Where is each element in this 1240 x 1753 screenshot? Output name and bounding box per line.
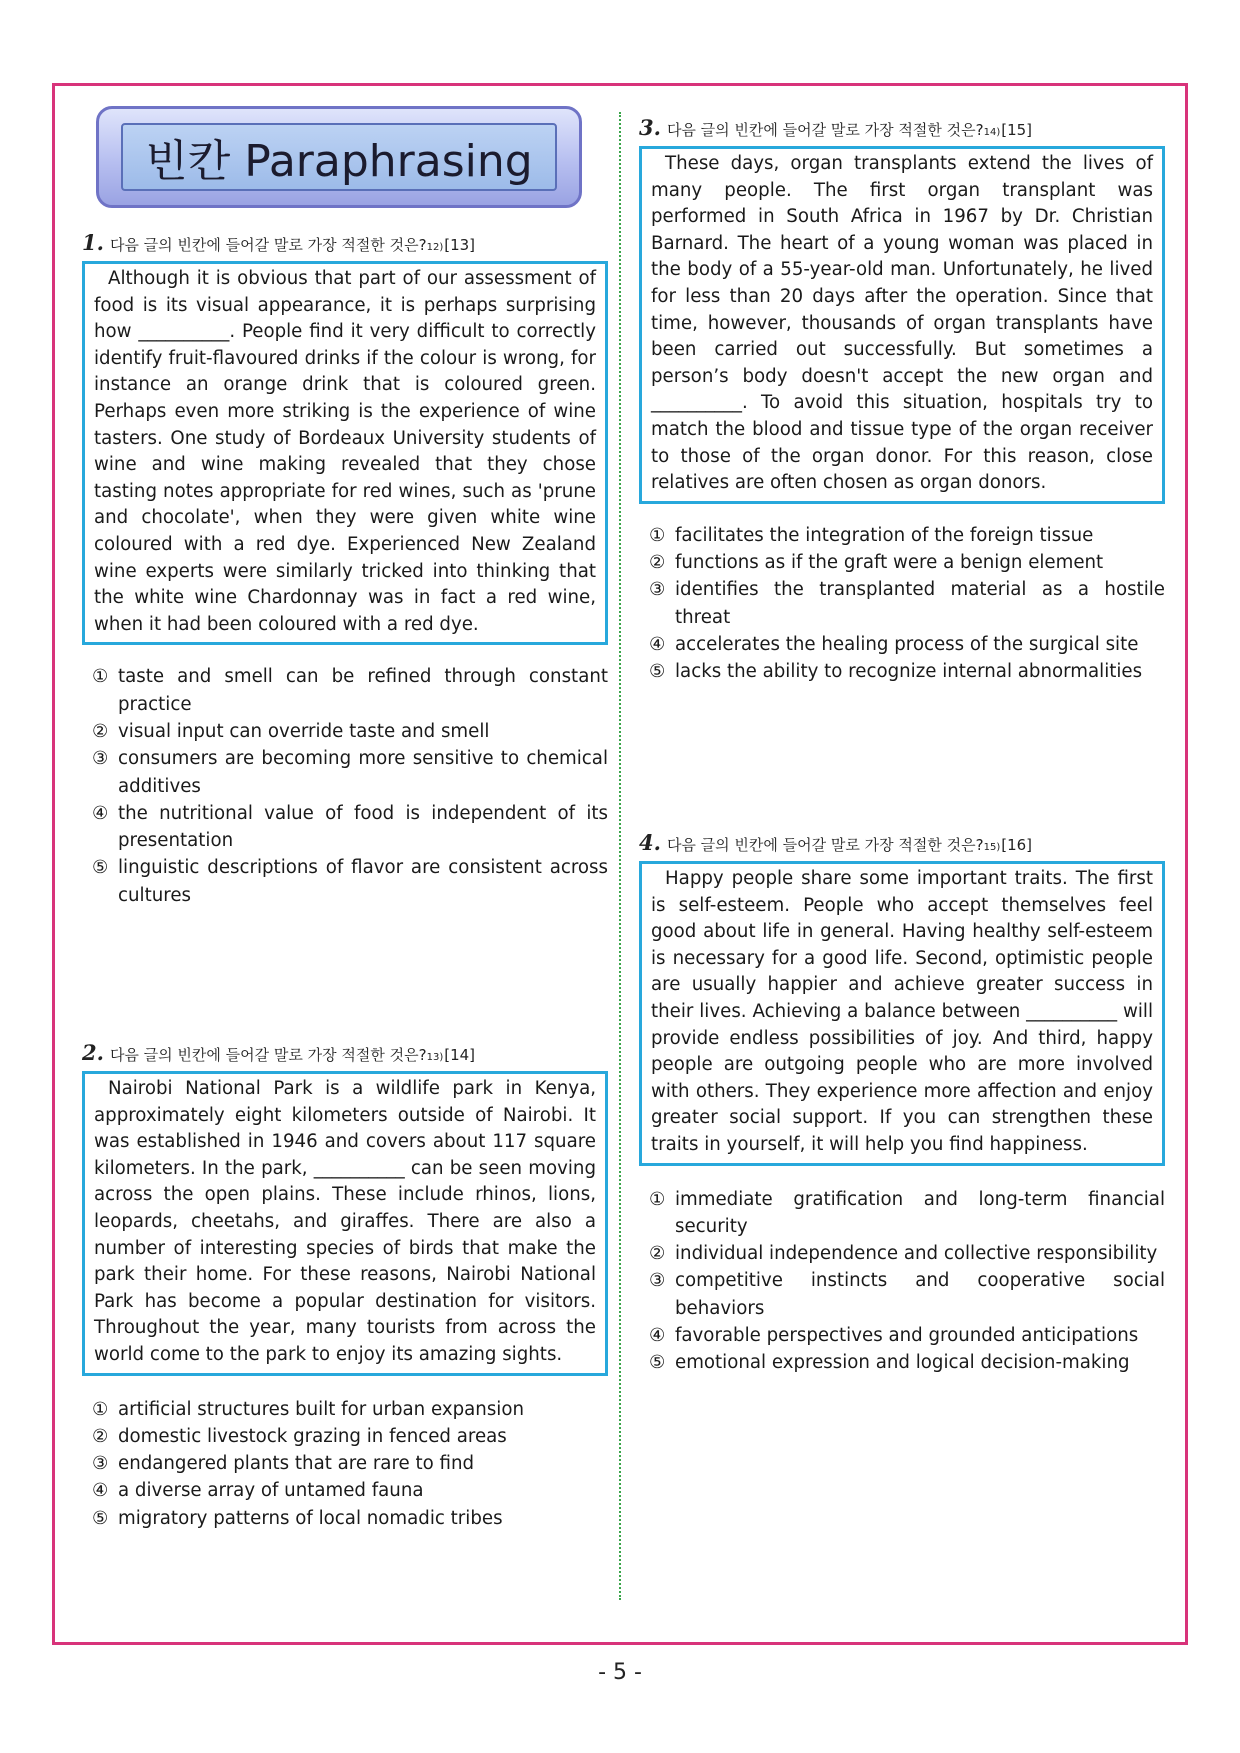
option-text: favorable perspectives and grounded anticipations [675,1325,1139,1347]
answer-options [639,522,1165,686]
option-mark: ⑤ [92,857,109,879]
option-mark: ② [92,1425,109,1447]
answer-option[interactable] [649,1349,1165,1376]
option-mark: ① [92,666,109,688]
question-prompt: 다음 글의 빈칸에 들어갈 말로 가장 적절한 것은? [109,1046,427,1064]
question-2 [82,1040,608,1532]
question-header [639,115,1165,140]
option-text: visual input can override taste and smell [118,720,490,742]
option-text: the nutritional value of food is independent of its presentation [118,802,608,852]
option-mark: ④ [649,1325,666,1347]
passage-box: Happy people share some important traits. The first is self-esteem. People who accept themselves feel good about life in general. Having healthy self-esteem is necessary for a good life. Second, optimistic people are usually happier and achieve greater success in their lives. Achieving a balance between __________ will provide endless possibilities of joy. And third, happy people are outgoing people who are more involved with others. They experience more affection and enjoy greater social support. If you can strengthen these traits in yourself, it will help you find happiness. [639,861,1165,1166]
option-text: lacks the ability to recognize internal abnormalities [675,661,1143,683]
title-banner [96,106,582,208]
option-mark: ④ [92,1480,109,1502]
option-text: functions as if the graft were a benign element [675,552,1104,574]
question-footnote: 13) [426,1052,444,1063]
passage-box: These days, organ transplants extend the lives of many people. The first organ transplant was performed in South Africa in 1967 by Dr. Christian Barnard. The heart of a young woman was placed in the body of a 55-year-old man. Unfortunately, he lived for less than 20 days after the operation. Since that time, however, thousands of organ transplants have been carried out successfully. But sometimes a person’s body doesn't accept the new organ and __________. To avoid this situation, hospitals try to match the blood and tissue type of the organ receiver to those of the organ donor. For this reason, close relatives are often chosen as organ donors. [639,146,1165,504]
answer-option[interactable] [649,576,1165,631]
title-banner-inner [121,123,557,191]
answer-option[interactable] [92,1450,608,1477]
option-text: immediate gratification and long-term financial security [675,1188,1165,1237]
question-ref: [14] [444,1046,476,1064]
answer-option[interactable] [92,800,608,855]
option-mark: ② [649,1243,666,1265]
option-mark: ⑤ [649,1352,666,1374]
option-mark: ⑤ [92,1507,109,1529]
question-number: 2. [82,1040,104,1065]
answer-option[interactable] [649,658,1165,685]
page-number: - 5 - [598,1660,642,1685]
option-text: emotional expression and logical decision-making [675,1352,1130,1374]
passage-box: Although it is obvious that part of our assessment of food is its visual appearance, it is perhaps surprising how __________. People find it very difficult to correctly identify fruit-flavoured drinks if the colour is wrong, for instance an orange drink that is coloured green. Perhaps even more striking is the experience of wine tasters. One study of Bordeaux University students of wine and wine making revealed that they chose tasting notes appropriate for red wines, such as 'prune and chocolate', when they were given white wine coloured with a red dye. Experienced New Zealand wine experts were similarly tricked into thinking that the white wine Chardonnay was in fact a red wine, when it had been coloured with a red dye. [82,261,608,645]
question-number: 1. [82,230,104,255]
question-footnote: 14) [983,127,1001,138]
question-ref: [13] [444,236,476,254]
option-mark: ④ [649,633,666,655]
option-mark: ③ [92,748,109,770]
question-1 [82,230,608,909]
question-prompt: 다음 글의 빈칸에 들어갈 말로 가장 적절한 것은? [666,836,984,854]
right-column [639,115,1165,1374]
question-header [82,1040,608,1065]
page-title: 빈칸 Paraphrasing [145,136,533,187]
option-text: identifies the transplanted material as a hostile threat [675,579,1165,628]
option-mark: ③ [649,1270,666,1292]
option-mark: ③ [92,1453,109,1475]
question-number: 4. [639,830,661,855]
option-text: taste and smell can be refined through constant practice [118,666,608,715]
option-mark: ② [649,552,666,574]
answer-option[interactable] [92,1423,608,1450]
question-footnote: 15) [983,842,1001,853]
answer-option[interactable] [649,549,1165,576]
question-4 [639,830,1165,1377]
answer-option[interactable] [649,522,1165,549]
question-prompt: 다음 글의 빈칸에 들어갈 말로 가장 적절한 것은? [109,236,427,254]
answer-option[interactable] [649,1267,1165,1322]
left-column [82,106,608,1529]
option-text: domestic livestock grazing in fenced areas [118,1425,507,1447]
answer-option[interactable] [92,1505,608,1532]
question-footnote: 12) [426,242,444,253]
option-text: facilitates the integration of the foreign tissue [675,524,1094,546]
question-ref: [15] [1001,121,1033,139]
question-ref: [16] [1001,836,1033,854]
option-text: migratory patterns of local nomadic tribes [118,1507,503,1529]
answer-option[interactable] [92,854,608,909]
option-text: individual independence and collective responsibility [675,1243,1158,1265]
option-mark: ② [92,720,109,742]
answer-option[interactable] [92,718,608,745]
option-text: linguistic descriptions of flavor are consistent across cultures [118,857,608,906]
answer-option[interactable] [92,663,608,718]
option-text: consumers are becoming more sensitive to chemical additives [118,748,608,797]
answer-option[interactable] [92,1396,608,1423]
answer-option[interactable] [649,631,1165,658]
answer-option[interactable] [649,1240,1165,1267]
answer-option[interactable] [649,1322,1165,1349]
column-divider [619,112,621,1600]
answer-option[interactable] [92,1477,608,1504]
question-prompt: 다음 글의 빈칸에 들어갈 말로 가장 적절한 것은? [666,121,984,139]
question-header [639,830,1165,855]
passage-box: Nairobi National Park is a wildlife park in Kenya, approximately eight kilometers outside of Nairobi. It was established in 1946 and covers about 117 square kilometers. In the park, __________ can be seen moving across the open plains. These include rhinos, lions, leopards, cheetahs, and giraffes. There are also a number of interesting species of birds that make the park their home. For these reasons, Nairobi National Park has become a popular destination for visitors. Throughout the year, many tourists from across the world come to the park to enjoy its amazing sights. [82,1071,608,1376]
option-mark: ① [649,1188,666,1210]
option-mark: ④ [92,802,109,824]
option-text: accelerates the healing process of the surgical site [675,633,1139,655]
answer-option[interactable] [649,1186,1165,1241]
answer-options [82,663,608,909]
option-text: artificial structures built for urban expansion [118,1398,525,1420]
option-mark: ⑤ [649,661,666,683]
option-text: competitive instincts and cooperative social behaviors [675,1270,1165,1319]
option-text: endangered plants that are rare to find [118,1453,475,1475]
answer-options [82,1396,608,1532]
question-number: 3. [639,115,661,140]
option-mark: ① [649,524,666,546]
answer-option[interactable] [92,745,608,800]
question-3 [639,115,1165,686]
option-mark: ① [92,1398,109,1420]
question-header [82,230,608,255]
option-text: a diverse array of untamed fauna [118,1480,424,1502]
answer-options [639,1186,1165,1377]
option-mark: ③ [649,579,666,601]
